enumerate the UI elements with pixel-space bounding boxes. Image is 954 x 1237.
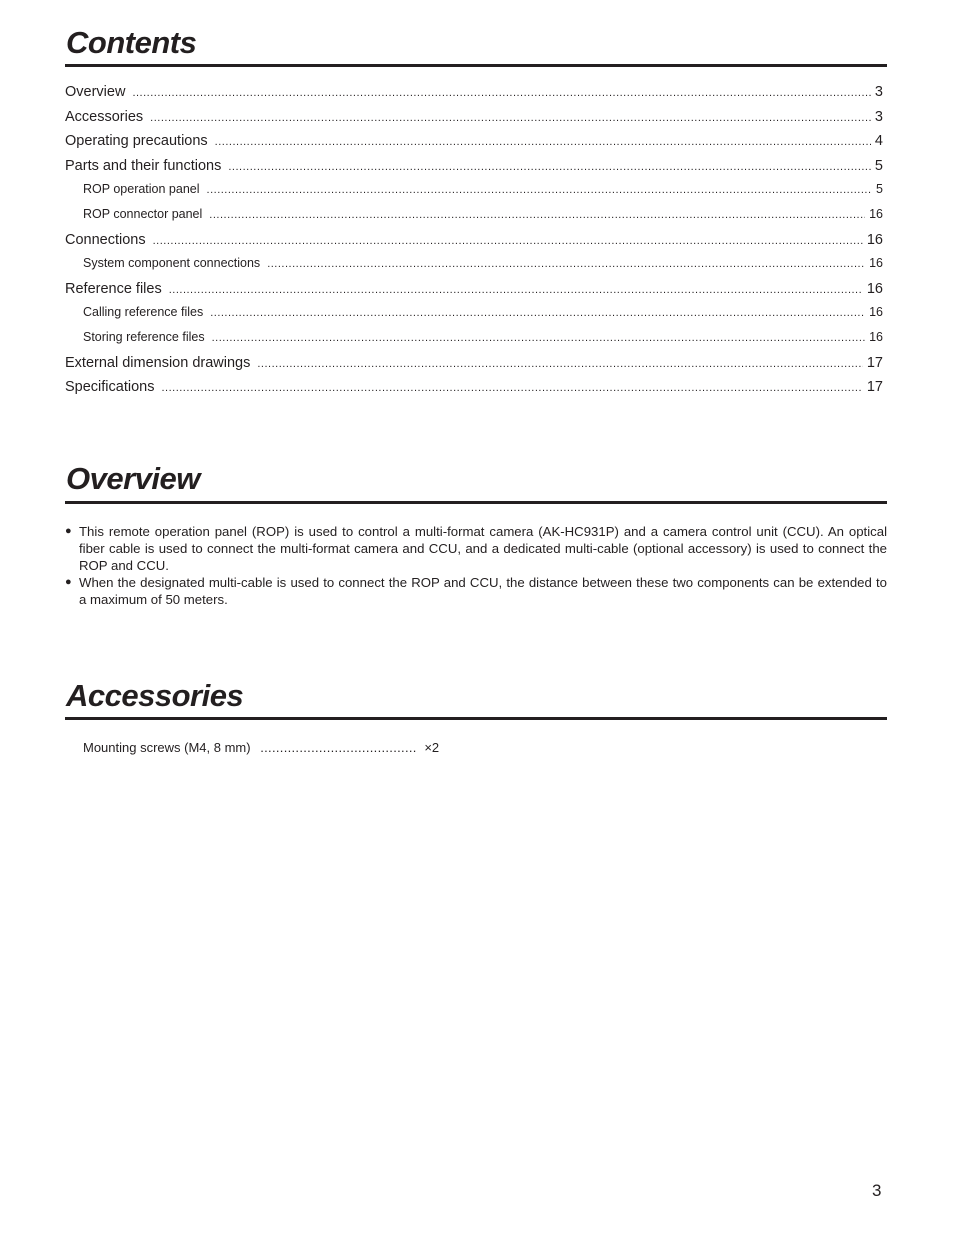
toc-entry-external-dimension-drawings[interactable]: External dimension drawings ..... 17 [65,355,883,380]
overview-text: This remote operation panel (ROP) is used to control a multi-format camera (AK-HC931P) and a camera control unit (CCU). An optical fiber cable is used to connect the multi-format camera and CCU, and a dedicated multi-cable (optional accessory) is used to connect the ROP and CCU. [79,524,887,573]
contents-rule [65,64,887,67]
accessory-item [83,740,439,755]
toc-entry-calling-reference-files[interactable]: Calling reference files ..... 16 [65,305,883,330]
bullet-icon: ● [65,525,72,537]
overview-bullet-list [65,523,887,608]
toc-entry-parts-and-functions[interactable]: Parts and their functions ..... 5 [65,158,883,183]
overview-bullet-item [65,574,887,608]
toc-entry-rop-operation-panel[interactable]: ROP operation panel ..... 5 [65,182,883,207]
overview-text: When the designated multi-cable is used to connect the ROP and CCU, the distance between these two components can be extended to a maximum of 50 meters. [79,575,887,607]
page-number: 3 [872,1181,882,1200]
overview-title: Overview [66,461,200,496]
accessory-name: Mounting screws (M4, 8 mm) [83,740,251,755]
toc-entry-specifications[interactable]: Specifications ..... 17 [65,379,883,404]
accessory-quantity: ×2 [424,740,440,755]
overview-rule [65,501,887,504]
contents-title: Contents [66,25,197,60]
toc-entry-system-component-connections[interactable]: System component connections ..... 16 [65,256,883,281]
accessories-title: Accessories [66,678,244,713]
toc-entry-operating-precautions[interactable]: Operating precautions ..... 4 [65,133,883,158]
toc-entry-accessories[interactable]: Accessories ..... 3 [65,109,883,134]
table-of-contents [65,84,883,404]
accessory-leader-dots: ........................................ [260,740,417,755]
toc-entry-rop-connector-panel[interactable]: ROP connector panel ..... 16 [65,207,883,232]
overview-bullet-item [65,523,887,574]
toc-entry-storing-reference-files[interactable]: Storing reference files ..... 16 [65,330,883,355]
toc-entry-connections[interactable]: Connections ..... 16 [65,232,883,257]
bullet-icon: ● [65,576,72,588]
accessories-rule [65,717,887,720]
toc-entry-overview[interactable]: Overview ..... 3 [65,84,883,109]
toc-entry-reference-files[interactable]: Reference files ..... 16 [65,281,883,306]
